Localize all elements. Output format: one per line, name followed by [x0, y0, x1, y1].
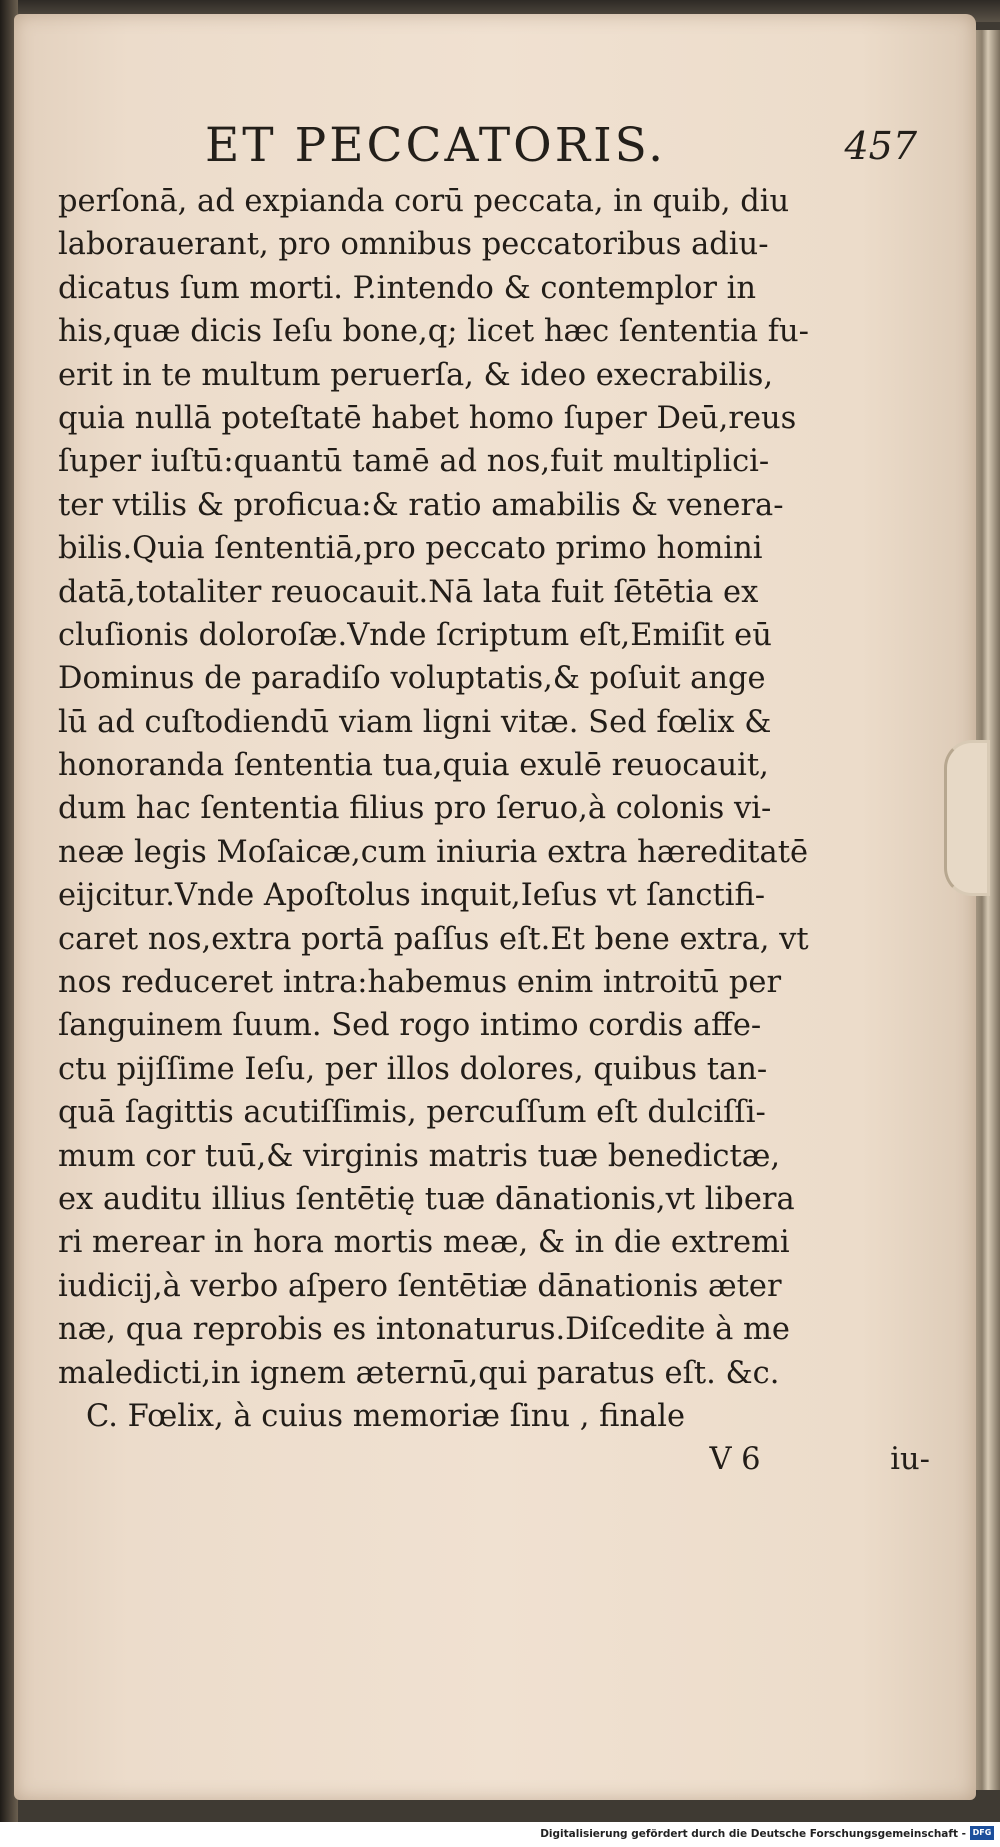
text-line: perſonā, ad expianda corū peccata, in quib, diu: [58, 184, 790, 219]
text-line: mum cor tuū,& virginis matris tuæ benedictæ,: [58, 1138, 781, 1174]
text-line: honoranda ſententia tua,quia exulē reuocauit,: [58, 748, 769, 784]
text-line: erit in te multum peruerſa, & ideo execrabilis,: [58, 357, 774, 393]
text-line: caret nos,extra portā paſſus eſt.Et bene extra, vt: [58, 921, 809, 957]
text-line: ſanguinem ſuum. Sed rogo intimo cordis affe-: [58, 1008, 762, 1044]
text-line: dicatus ſum morti. P.intendo & contemplor in: [58, 270, 757, 306]
text-line: ctu pijſſime Ieſu, per illos dolores, quibus tan-: [58, 1051, 768, 1087]
text-line: datā,totaliter reuocauit.Nā lata fuit ſētētia ex: [58, 574, 759, 610]
text-line: eijcitur.Vnde Apoſtolus inquit,Ieſus vt ſanctifi-: [58, 878, 766, 914]
signature-mark: V 6: [709, 1442, 761, 1478]
catchword: iu-: [890, 1442, 930, 1478]
dfg-logo: DFG: [970, 1826, 994, 1840]
text-line: lū ad cuſtodiendū viam ligni vitæ. Sed fœlix &: [58, 704, 772, 740]
text-line: cluſionis doloroſæ.Vnde ſcriptum eſt,Emiſit eū: [58, 617, 772, 653]
text-line: næ, qua reprobis es intonaturus.Diſcedite à me: [58, 1312, 790, 1348]
digitization-credit: Digitalisierung gefördert durch die Deutsche Forschungsgemeinschaft -: [540, 1828, 966, 1840]
text-line: ter vtilis & proficua:& ratio amabilis & venera-: [58, 487, 784, 523]
page-foot-line: [58, 1438, 930, 1481]
text-line: bilis.Quia ſententiā,pro peccato primo homini: [58, 531, 763, 567]
running-head: ET PECCATORIS.: [205, 118, 667, 173]
text-line: quā ſagittis acutiſſimis, percuſſum eſt dulciſſi-: [58, 1095, 766, 1131]
paragraph-start-line: C. Fœlix, à cuius memoriæ ſinu , finale: [86, 1398, 686, 1434]
page-number: 457: [844, 124, 917, 168]
text-line: neæ legis Moſaicæ,cum iniuria extra hæreditatē: [58, 834, 809, 870]
page-header: [205, 118, 935, 178]
text-line: iudicij,à verbo aſpero ſentētiæ dānationis æter: [58, 1268, 782, 1304]
text-line: ex auditu illius ſentētię tuæ dānationis,vt libera: [58, 1181, 795, 1217]
text-line: ſuper iuſtū:quantū tamē ad nos,fuit multiplici-: [58, 444, 770, 480]
text-line: ri merear in hora mortis meæ, & in die extremi: [58, 1225, 790, 1261]
bookmark-tab: [944, 740, 990, 896]
text-line: dum hac ſententia filius pro ſeruo,à colonis vi-: [58, 791, 772, 827]
text-line: Dominus de paradiſo voluptatis,& poſuit ange: [58, 661, 766, 697]
body-text: [58, 180, 930, 1482]
text-line: nos reduceret intra:habemus enim introitū per: [58, 965, 782, 1001]
text-line: quia nullā poteſtatē habet homo ſuper Deū,reus: [58, 400, 797, 436]
text-line: laborauerant, pro omnibus peccatoribus adiu-: [58, 227, 769, 263]
text-line: his,quæ dicis Ieſu bone,q; licet hæc ſententia fu-: [58, 314, 809, 350]
text-line: maledicti,in ignem æternū,qui paratus eſt. &c.: [58, 1355, 780, 1391]
